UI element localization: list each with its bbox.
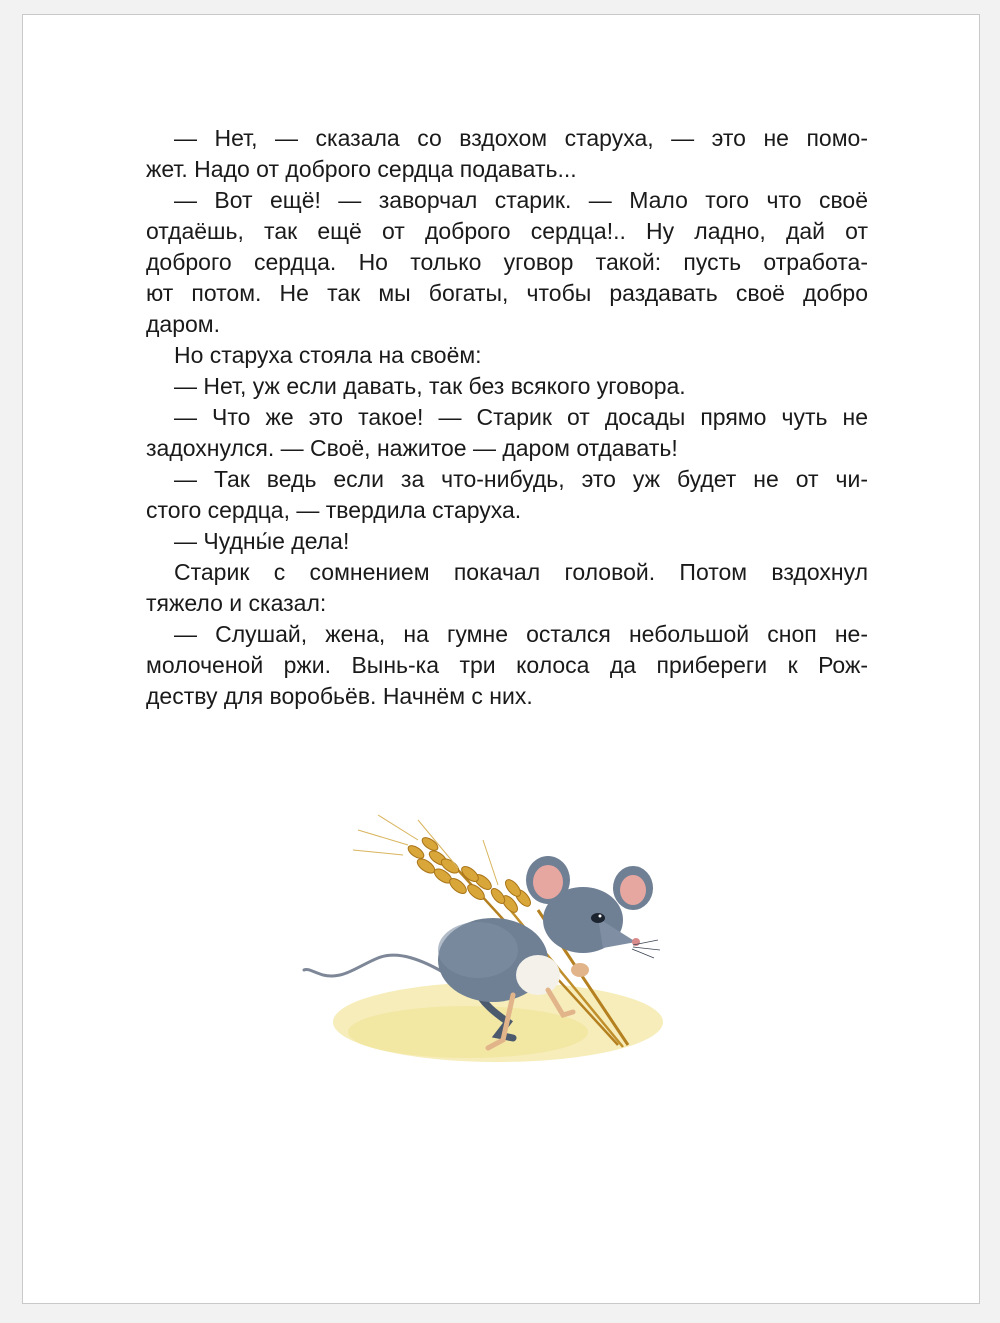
story-line: ют потом. Не так мы богаты, чтобы раздавать своё добро [146, 280, 868, 306]
mouse-illustration [298, 800, 678, 1085]
story-line: — Так ведь если за что-нибудь, это уж будет не от чи- [174, 466, 868, 492]
story-line: отдаёшь, так ещё от доброго сердца!.. Ну ладно, дай от [146, 218, 868, 244]
story-line: даром. [146, 311, 220, 337]
story-line: — Нет, — сказала со вздохом старуха, — это не помо- [174, 125, 868, 151]
mouse-with-wheat-icon [298, 800, 678, 1085]
story-line: доброго сердца. Но только уговор такой: пусть отработа- [146, 249, 868, 275]
story-line: молоченой ржи. Вынь-ка три колоса да прибереги к Рож- [146, 652, 868, 678]
story-line: Но старуха стояла на своём: [174, 342, 482, 368]
story-line: жет. Надо от доброго сердца подавать... [146, 156, 577, 182]
story-line: — Слушай, жена, на гумне остался небольшой сноп не- [174, 621, 868, 647]
story-line: тяжело и сказал: [146, 590, 327, 616]
story-line: — Вот ещё! — заворчал старик. — Мало того что своё [174, 187, 868, 213]
story-text [146, 123, 868, 712]
story-line: деству для воробьёв. Начнём с них. [146, 683, 533, 709]
story-line: задохнулся. — Своё, нажитое — даром отдавать! [146, 435, 678, 461]
story-line: — Нет, уж если давать, так без всякого уговора. [174, 373, 686, 399]
book-page [22, 14, 980, 1304]
story-line: — Что же это такое! — Старик от досады прямо чуть не [174, 404, 868, 430]
story-line: Старик с сомнением покачал головой. Потом вздохнул [174, 559, 868, 585]
story-line: — Чудны́е дела! [174, 528, 350, 554]
story-line: стого сердца, — твердила старуха. [146, 497, 522, 523]
